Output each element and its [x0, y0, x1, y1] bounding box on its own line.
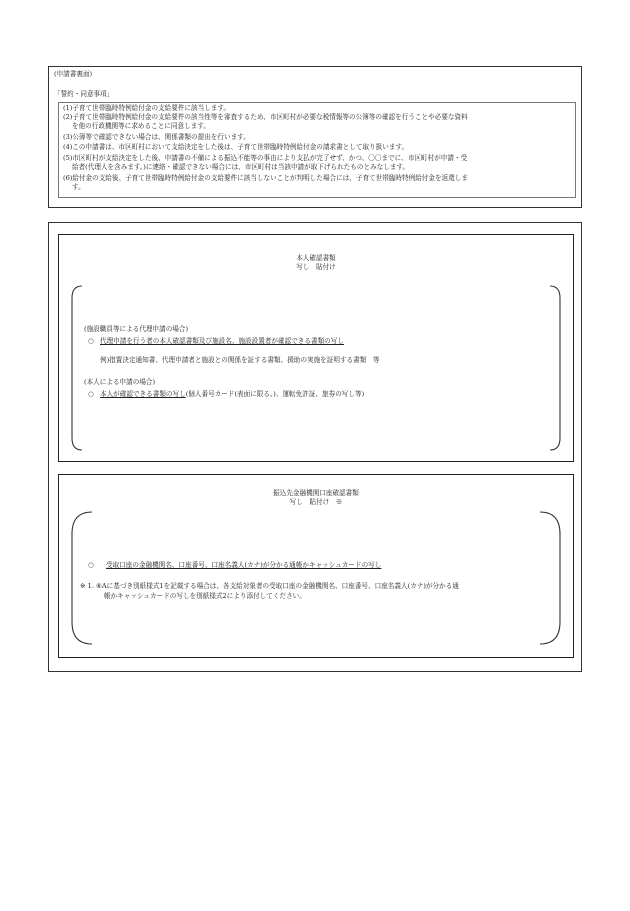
bank-panel-title: 振込先金融機関口座確認書類	[273, 489, 359, 497]
pledge-item: を他の行政機関等に求めることに同意します。	[72, 122, 210, 130]
pledge-item: (5)市区町村が支給決定をした後、申請書の不備による振込不能等の事由により支払が完了せず、かつ、〇〇までに、市区町村が申請・受	[63, 154, 468, 162]
bank-note: ※ 1. ⑥Aに基づき別紙様式1を記載する場合は、各支給対象者の受取口座の金融機関名、口座番号、口座名義人(カナ)が分かる通	[80, 582, 459, 590]
self-document-underlined: 本人が確認できる書類の写し	[100, 390, 186, 398]
self-heading: (本人による申請の場合)	[84, 378, 156, 386]
identity-panel-subtitle: 写し 貼付け	[296, 263, 336, 271]
pledge-item: (3)公簿等で確認できない場合は、関係書類の提出を行います。	[63, 133, 250, 141]
identity-panel-title: 本人確認書類	[296, 254, 336, 262]
pledge-item: (4)この申請書は、市区町村において支給決定をした後は、子育て世帯臨時特例給付金の請求書として取り扱います。	[63, 143, 409, 151]
left-bracket	[72, 512, 92, 644]
bank-note-continued: 帳かキャッシュカードの写しを別紙様式2により添付してください。	[104, 592, 306, 600]
pledge-item: (6)給付金の支給後、子育て世帯臨時特例給付金の支給要件に該当しないことが判明した場合には、子育て世帯臨時特例給付金を返還しま	[63, 174, 468, 182]
bank-document-item: 受取口座の金融機関名、口座番号、口座名義人(カナ)が分かる通帳かキャッシュカードの写し	[106, 561, 382, 569]
proxy-heading: (施設職員等による代理申請の場合)	[84, 325, 189, 333]
pledge-item: す。	[72, 183, 85, 191]
right-bracket	[550, 286, 560, 450]
self-document-examples: (個人番号カード(表面に限る。)、運転免許証、旅券の写し等)	[185, 390, 365, 398]
bullet-circle: ○	[88, 390, 94, 398]
pledge-item: (2)子育て世帯臨時特例給付金の支給要件の該当性等を審査するため、市区町村が必要な税情報等の公簿等の確認を行うことや必要な資料	[63, 113, 468, 121]
identity-paste-area	[66, 282, 566, 454]
left-bracket	[72, 286, 82, 450]
proxy-document-item: 代理申請を行う者の本人確認書類及び施設名、施設設置者が確認できる書類の写し	[100, 337, 344, 345]
bullet-circle: ○	[88, 337, 94, 345]
bank-paste-area	[66, 508, 566, 648]
proxy-example: 例)措置決定通知書、代理申請者と施設との関係を証する書類、援助の実施を証明する書類 等	[100, 356, 380, 364]
pledge-title: 「誓約・同意事項」	[54, 90, 114, 98]
section-header: (申請書裏面)	[54, 70, 93, 78]
pledge-item: 給者(代理人を含みます。)に連絡・確認できない場合には、市区町村は当該申請が取下げられたものとみなします。	[72, 163, 410, 171]
pledge-item: (1)子育て世帯臨時特例給付金の支給要件に該当します。	[63, 104, 231, 112]
right-bracket	[540, 512, 560, 644]
self-document-item	[100, 390, 364, 399]
bullet-circle: ○	[88, 561, 94, 569]
bank-panel-subtitle: 写し 貼付け ※	[289, 498, 343, 506]
